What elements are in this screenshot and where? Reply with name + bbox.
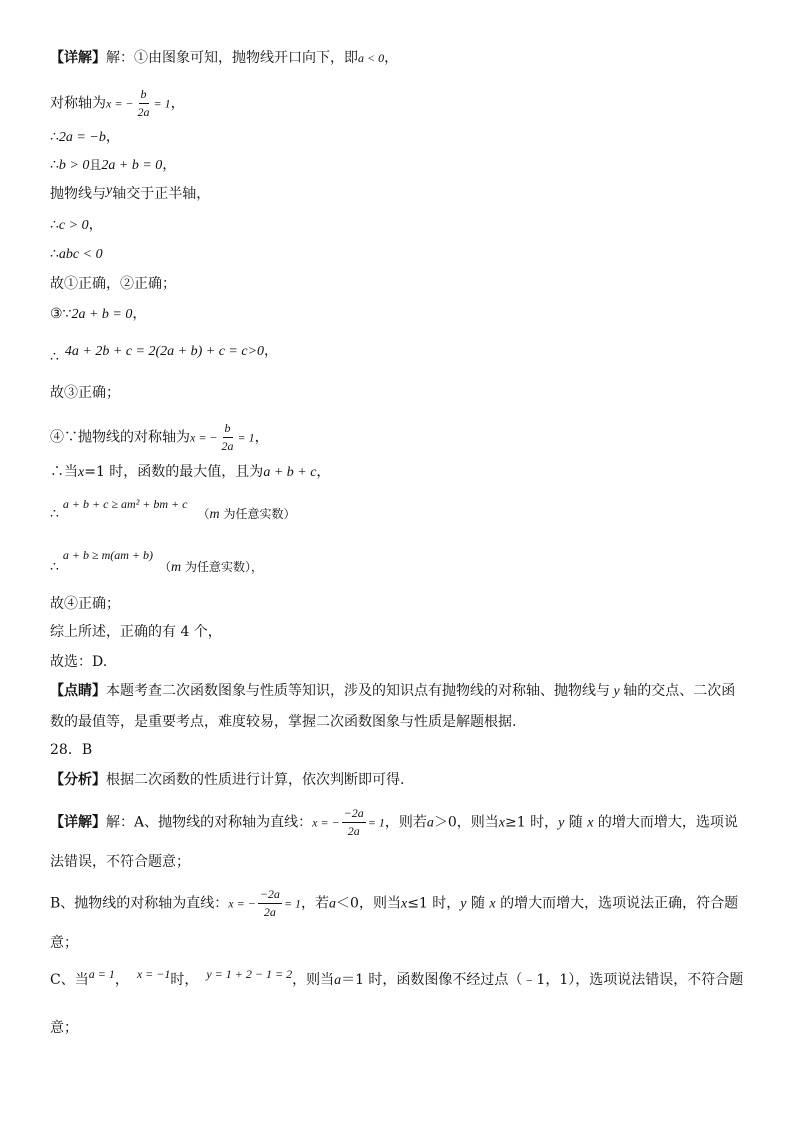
text: ∴当 [50,464,78,480]
text: ， [105,129,120,145]
text: 综上所述，正确的有 4 个， [50,624,222,640]
therefore-symbol: ∴ [50,157,59,173]
therefore-symbol: ∴ [50,217,59,233]
math: 2a + b = 0 [101,158,163,173]
text: =1 时，函数的最大值，且为 [84,464,264,480]
text: ， [170,95,185,112]
math: y [610,684,624,699]
line-25 [50,886,738,921]
text: 故①正确，②正确； [50,276,176,292]
math: a < 0 [358,51,385,65]
line-9 [50,304,146,325]
math: x [587,815,594,831]
math: 2a = −b [58,130,106,145]
text: 为任意实数）， [181,560,263,574]
text: ③∵ [50,306,72,322]
text: ， [162,157,177,173]
math: c > 0 [58,218,89,233]
text: 时， [170,972,199,988]
fraction [220,420,236,455]
line-16 [50,594,120,614]
math: x [400,896,408,912]
math: y [106,183,113,198]
text: ≤1 时， [407,895,461,912]
therefore-symbol: ∴ [50,559,59,575]
math: m [171,560,182,575]
math: y [460,896,467,912]
therefore-symbol: ∴ [50,506,59,522]
text: 轴的交点、二次函 [623,683,736,699]
line-7 [50,244,103,265]
math: a = 1 [88,967,115,981]
section-tag-detail: 【详解】 [50,814,106,831]
text: 抛物线与 [50,186,106,202]
therefore-symbol: ∴ [50,246,59,262]
line-17 [50,622,222,642]
denominator: 2a [221,439,234,453]
text: ，若 [301,895,330,912]
text: 轴交于正半轴， [112,186,211,202]
text: 根据二次函数的性质进行计算，依次判断即可得. [106,772,405,788]
text: ＜0，则当 [336,895,401,912]
math: a + b + c ≥ am² + bm + c [62,497,188,511]
text: C、当 [50,972,89,988]
section-tag-analysis: 【分析】 [50,772,106,788]
text: 故选：D. [50,654,108,670]
line-23 [50,805,738,840]
math: = 1 [283,896,302,911]
line-20 [50,712,516,732]
text: 随 [466,895,490,912]
text: ＝1 时，函数图像不经过点（﹣1，1），选项说法错误，不符合题 [341,972,744,988]
text: 意； [50,935,78,951]
line-8 [50,274,176,294]
text: 解：①由图象可知，抛物线开口向下，即 [106,50,358,66]
text: ④∵抛物线的对称轴为 [50,429,190,446]
fraction [342,805,366,840]
line-15 [50,545,263,575]
text: ，则若 [384,814,427,831]
math: abc < 0 [58,247,103,262]
text: 数的最值等，是重要考点，难度较易，掌握二次函数图象与性质是解题根据. [50,714,517,730]
text: 且 [89,158,102,172]
line-11 [50,383,120,403]
text: 本题考查二次函数图象与性质等知识，涉及的知识点有抛物线的对称轴、抛物线与 [106,683,610,699]
fraction [136,86,152,121]
text: ， [316,464,331,480]
note [197,507,295,521]
math: = 1 [237,430,255,445]
line-22 [50,770,404,790]
line-1 [50,48,398,68]
line-2 [50,86,185,121]
fraction [258,886,282,921]
denominator: 2a [347,824,360,838]
text: ， [254,429,269,446]
math: x [498,815,506,831]
line-12 [50,420,269,455]
text: ， [114,972,129,988]
note [159,560,263,574]
question-number [50,740,92,760]
text: ， [88,217,103,233]
text: ， [264,343,279,359]
math: = 1 [367,815,385,830]
text: 故④正确； [50,596,120,612]
line-3 [50,127,120,148]
text: 的增大而增大，选项说法正确，符合题 [495,895,739,912]
numerator: −2a [258,886,282,904]
text: 随 [564,814,588,831]
text: 法错误，不符合题意； [50,854,190,870]
therefore-symbol: ∴ [50,129,59,145]
numerator: b [223,420,233,438]
text: ， [132,306,147,322]
text: （ [159,560,172,574]
line-26 [50,933,78,953]
line-28 [50,1018,78,1038]
math: x = − [312,815,340,830]
text: 的增大而增大，选项说 [593,814,738,831]
line-14 [50,494,296,522]
math: x [489,896,496,912]
math: y [558,815,565,831]
math: x = −1 [136,967,171,981]
math: x = − [190,430,218,445]
math: a [334,973,342,988]
line-27 [50,967,744,991]
line-18 [50,652,107,672]
line-13 [50,462,330,483]
line-10 [50,341,279,365]
therefore-symbol: ∴ [50,349,59,365]
math: 2a + b = 0 [71,307,133,322]
numerator: −2a [342,805,366,823]
math: 4a + 2b + c = 2(2a + b) + c = c>0 [64,344,265,359]
section-tag-comment: 【点睛】 [50,683,106,699]
text: 28．B [50,742,93,758]
line-6 [50,215,103,236]
text: B、抛物线的对称轴为直线： [50,895,229,912]
text: （ [197,507,210,521]
line-19 [50,681,735,702]
denominator: 2a [263,905,276,919]
text: 解：A、抛物线的对称轴为直线： [106,814,313,831]
text: 意； [50,1020,78,1036]
math: x = − [228,896,256,911]
math: a [426,815,434,831]
section-tag-detail: 【详解】 [50,50,106,66]
math: m [209,507,220,522]
math: y = 1 + 2 − 1 = 2 [206,967,293,981]
line-4 [50,155,176,176]
text: ，则当 [292,972,335,988]
math: a + b ≥ m(am + b) [62,548,154,562]
text: 故③正确； [50,385,120,401]
denominator: 2a [137,105,150,119]
text: ＞0，则当 [433,814,499,831]
line-24 [50,852,190,872]
math: b > 0 [58,158,90,173]
math: a [329,896,337,912]
math: a + b + c [263,465,317,480]
math: x [78,465,85,480]
math: = 1 [153,96,171,111]
text: 对称轴为 [50,95,106,112]
numerator: b [139,86,149,104]
text: ， [384,50,399,66]
text: ≥1 时， [505,814,559,831]
text: 为任意实数） [219,507,296,521]
math: x = − [106,96,134,111]
line-5 [50,184,210,205]
